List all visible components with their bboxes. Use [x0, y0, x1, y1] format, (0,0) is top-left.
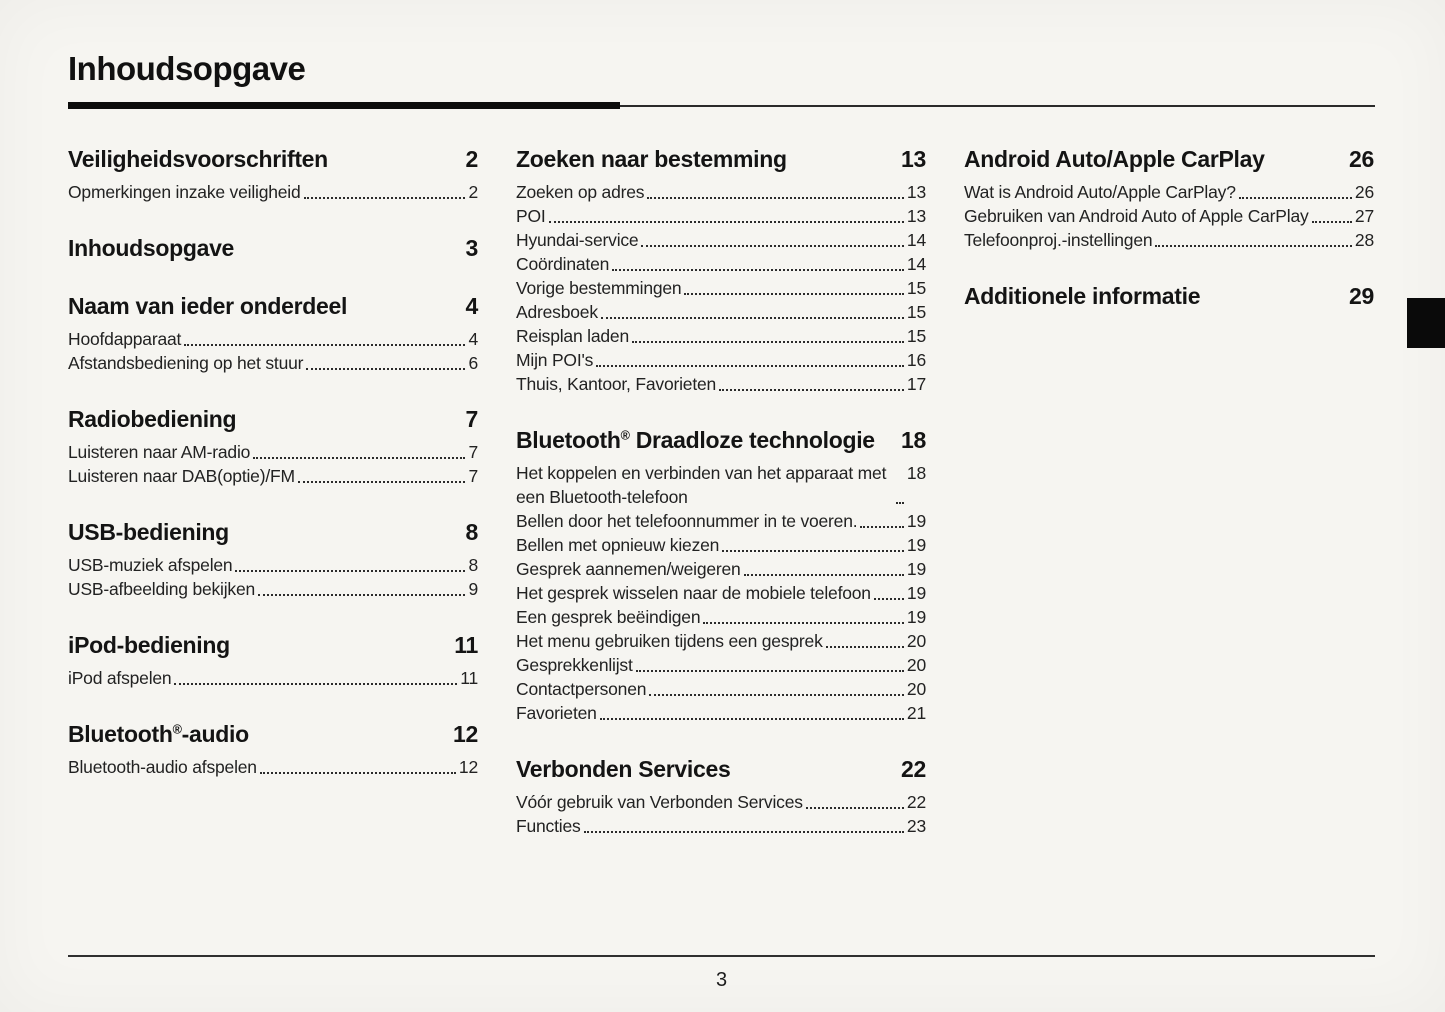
toc-entry	[68, 351, 478, 375]
toc-entry	[516, 701, 926, 725]
toc-entry	[68, 440, 478, 464]
toc-section	[68, 518, 478, 601]
toc-section	[68, 405, 478, 488]
dot-leader	[304, 197, 466, 199]
entry-page-number: 19	[906, 511, 926, 531]
toc-entry	[516, 180, 926, 204]
dot-leader	[600, 718, 904, 720]
entry-label: Telefoonproj.-instellingen	[964, 230, 1153, 250]
entry-label: Bellen met opnieuw kiezen	[516, 535, 720, 555]
entry-page-number: 20	[906, 679, 926, 699]
dot-leader	[684, 293, 903, 295]
section-page-number: 2	[465, 146, 478, 172]
toc-entry	[516, 629, 926, 653]
dot-leader	[260, 772, 456, 774]
entry-page-number: 8	[468, 555, 478, 575]
section-page-number: 29	[1349, 283, 1374, 309]
entry-label: Zoeken op adres	[516, 182, 645, 202]
toc-section	[68, 720, 478, 779]
entry-label: Vorige bestemmingen	[516, 278, 682, 298]
entry-label: Het menu gebruiken tijdens een gesprek	[516, 631, 823, 651]
entry-page-number: 9	[468, 579, 478, 599]
toc-entry	[516, 533, 926, 557]
entry-page-number: 20	[906, 631, 926, 651]
section-heading	[68, 234, 478, 262]
section-page-number: 8	[465, 519, 478, 545]
entry-label: Wat is Android Auto/Apple CarPlay?	[964, 182, 1236, 202]
section-title: Inhoudsopgave	[68, 235, 235, 261]
dot-leader	[258, 594, 465, 596]
entry-label: Luisteren naar DAB(optie)/FM	[68, 466, 295, 486]
dot-leader	[636, 670, 904, 672]
section-heading	[68, 145, 478, 173]
section-title: Zoeken naar bestemming	[516, 146, 787, 172]
toc-entry	[516, 228, 926, 252]
section-title: Verbonden Services	[516, 756, 731, 782]
entry-label: Het koppelen en verbinden van het apparaat met een Bluetooth-telefoon	[516, 463, 887, 507]
entry-page-number: 19	[906, 559, 926, 579]
entry-label: Een gesprek beëindigen	[516, 607, 701, 627]
toc-entry	[516, 324, 926, 348]
dot-leader	[612, 269, 904, 271]
title-rule	[68, 102, 1375, 109]
entry-label: Gebruiken van Android Auto of Apple CarPlay	[964, 206, 1309, 226]
section-page-number: 13	[901, 146, 926, 172]
dot-leader	[235, 570, 465, 572]
section-heading	[68, 292, 478, 320]
toc-column	[68, 145, 478, 868]
section-heading	[68, 518, 478, 546]
section-page-number: 11	[454, 632, 478, 658]
section-page-number: 18	[901, 427, 926, 453]
entry-page-number: 18	[906, 463, 926, 483]
toc-entry	[516, 677, 926, 701]
dot-leader	[174, 683, 457, 685]
entry-page-number: 2	[468, 182, 478, 202]
entry-page-number: 26	[1354, 182, 1374, 202]
entry-page-number: 7	[468, 442, 478, 462]
entry-page-number: 14	[906, 254, 926, 274]
entry-label: Hoofdapparaat	[68, 329, 182, 349]
dot-leader	[641, 245, 903, 247]
section-title: Naam van ieder onderdeel	[68, 293, 348, 319]
dot-leader	[632, 341, 904, 343]
entry-page-number: 7	[468, 466, 478, 486]
entry-label: Adresboek	[516, 302, 598, 322]
dot-leader	[826, 646, 904, 648]
dot-leader	[184, 344, 465, 346]
toc-entry	[68, 553, 478, 577]
page-title: Inhoudsopgave	[68, 50, 306, 87]
section-title: Android Auto/Apple CarPlay	[964, 146, 1265, 172]
entry-page-number: 23	[906, 816, 926, 836]
entry-label: Vóór gebruik van Verbonden Services	[516, 792, 803, 812]
title-rule-thin-segment	[620, 105, 1375, 107]
toc-entry	[516, 509, 926, 533]
toc-entry	[964, 180, 1374, 204]
entry-label: USB-afbeelding bekijken	[68, 579, 256, 599]
entry-label: Afstandsbediening op het stuur	[68, 353, 304, 373]
dot-leader	[253, 457, 465, 459]
toc-entry	[964, 204, 1374, 228]
toc-section	[964, 282, 1374, 310]
entry-label: Functies	[516, 816, 581, 836]
section-page-number: 7	[465, 406, 478, 432]
section-title: Additionele informatie	[964, 283, 1201, 309]
entry-label: Het gesprek wisselen naar de mobiele telefoon	[516, 583, 871, 603]
toc-entry	[68, 180, 478, 204]
entry-page-number: 20	[906, 655, 926, 675]
section-heading	[516, 426, 926, 454]
toc-entry	[516, 790, 926, 814]
section-heading	[516, 755, 926, 783]
toc-entry	[68, 755, 478, 779]
entry-label: Mijn POI's	[516, 350, 594, 370]
dot-leader	[649, 694, 904, 696]
toc-entry	[516, 605, 926, 629]
toc-section	[516, 145, 926, 396]
section-heading	[964, 145, 1374, 173]
dot-leader	[744, 574, 904, 576]
entry-page-number: 19	[906, 583, 926, 603]
entry-page-number: 11	[460, 668, 478, 688]
dot-leader	[874, 598, 904, 600]
page-header	[68, 0, 1375, 109]
section-page-number: 12	[453, 721, 478, 747]
entry-page-number: 22	[906, 792, 926, 812]
toc-columns	[68, 145, 1375, 868]
entry-page-number: 17	[906, 374, 926, 394]
entry-page-number: 6	[468, 353, 478, 373]
dot-leader	[722, 550, 904, 552]
entry-label: Favorieten	[516, 703, 597, 723]
section-page-number: 22	[901, 756, 926, 782]
toc-section	[68, 234, 478, 262]
dot-leader	[601, 317, 904, 319]
dot-leader	[806, 807, 904, 809]
toc-section	[516, 755, 926, 838]
dot-leader	[703, 622, 904, 624]
toc-entry	[516, 557, 926, 581]
page-number: 3	[715, 969, 728, 991]
entry-label: Coördinaten	[516, 254, 610, 274]
chapter-tab-marker	[1407, 298, 1445, 348]
toc-entry	[516, 814, 926, 838]
entry-label: Gesprekkenlijst	[516, 655, 633, 675]
toc-section	[68, 631, 478, 690]
entry-label: Bluetooth-audio afspelen	[68, 757, 257, 777]
section-heading	[964, 282, 1374, 310]
toc-entry	[516, 276, 926, 300]
toc-entry	[516, 372, 926, 396]
footer-rule	[68, 955, 1375, 957]
dot-leader	[719, 389, 904, 391]
toc-column	[964, 145, 1374, 868]
entry-page-number: 15	[906, 302, 926, 322]
dot-leader	[584, 831, 904, 833]
entry-page-number: 21	[906, 703, 926, 723]
entry-page-number: 28	[1354, 230, 1374, 250]
entry-label: USB-muziek afspelen	[68, 555, 233, 575]
section-title: iPod-bediening	[68, 632, 230, 658]
page-footer	[68, 955, 1375, 992]
toc-entry	[516, 581, 926, 605]
section-page-number: 26	[1349, 146, 1374, 172]
toc-entry	[516, 300, 926, 324]
entry-page-number: 27	[1354, 206, 1374, 226]
entry-label: Opmerkingen inzake veiligheid	[68, 182, 301, 202]
toc-entry	[516, 348, 926, 372]
title-rule-thick-segment	[68, 102, 620, 109]
toc-section	[68, 145, 478, 204]
section-heading	[516, 145, 926, 173]
toc-entry	[68, 464, 478, 488]
section-heading	[68, 720, 478, 748]
entry-label: Hyundai-service	[516, 230, 639, 250]
entry-page-number: 12	[458, 757, 478, 777]
toc-entry	[68, 327, 478, 351]
entry-page-number: 15	[906, 326, 926, 346]
entry-label: iPod afspelen	[68, 668, 172, 688]
toc-section	[516, 426, 926, 725]
dot-leader	[1239, 197, 1352, 199]
entry-page-number: 4	[468, 329, 478, 349]
entry-page-number: 19	[906, 607, 926, 627]
toc-entry	[516, 461, 926, 509]
toc-entry	[68, 577, 478, 601]
dot-leader	[306, 368, 465, 370]
toc-column	[516, 145, 926, 868]
toc-entry	[516, 252, 926, 276]
entry-label: Contactpersonen	[516, 679, 647, 699]
section-title: USB-bediening	[68, 519, 229, 545]
dot-leader	[1312, 221, 1352, 223]
toc-entry	[68, 666, 478, 690]
dot-leader	[549, 221, 904, 223]
entry-label: Reisplan laden	[516, 326, 629, 346]
dot-leader	[647, 197, 904, 199]
entry-label: Gesprek aannemen/weigeren	[516, 559, 741, 579]
dot-leader	[596, 365, 904, 367]
section-title: Radiobediening	[68, 406, 237, 432]
section-title: Bluetooth® Draadloze technologie	[516, 427, 875, 453]
entry-page-number: 13	[906, 206, 926, 226]
entry-label: Luisteren naar AM-radio	[68, 442, 251, 462]
toc-entry	[964, 228, 1374, 252]
entry-label: Thuis, Kantoor, Favorieten	[516, 374, 717, 394]
section-heading	[68, 405, 478, 433]
section-page-number: 4	[465, 293, 478, 319]
toc-section	[68, 292, 478, 375]
section-heading	[68, 631, 478, 659]
dot-leader	[1155, 245, 1352, 247]
dot-leader	[860, 526, 904, 528]
entry-page-number: 19	[906, 535, 926, 555]
entry-page-number: 14	[906, 230, 926, 250]
entry-page-number: 15	[906, 278, 926, 298]
entry-label: POI	[516, 206, 546, 226]
section-page-number: 3	[465, 235, 478, 261]
toc-section	[964, 145, 1374, 252]
entry-page-number: 16	[906, 350, 926, 370]
section-title: Bluetooth®-audio	[68, 721, 249, 747]
dot-leader	[298, 481, 466, 483]
entry-label: Bellen door het telefoonnummer in te voeren.	[516, 511, 858, 531]
section-title: Veiligheidsvoorschriften	[68, 146, 328, 172]
entry-page-number: 13	[906, 182, 926, 202]
toc-entry	[516, 204, 926, 228]
toc-entry	[516, 653, 926, 677]
dot-leader	[896, 502, 904, 504]
